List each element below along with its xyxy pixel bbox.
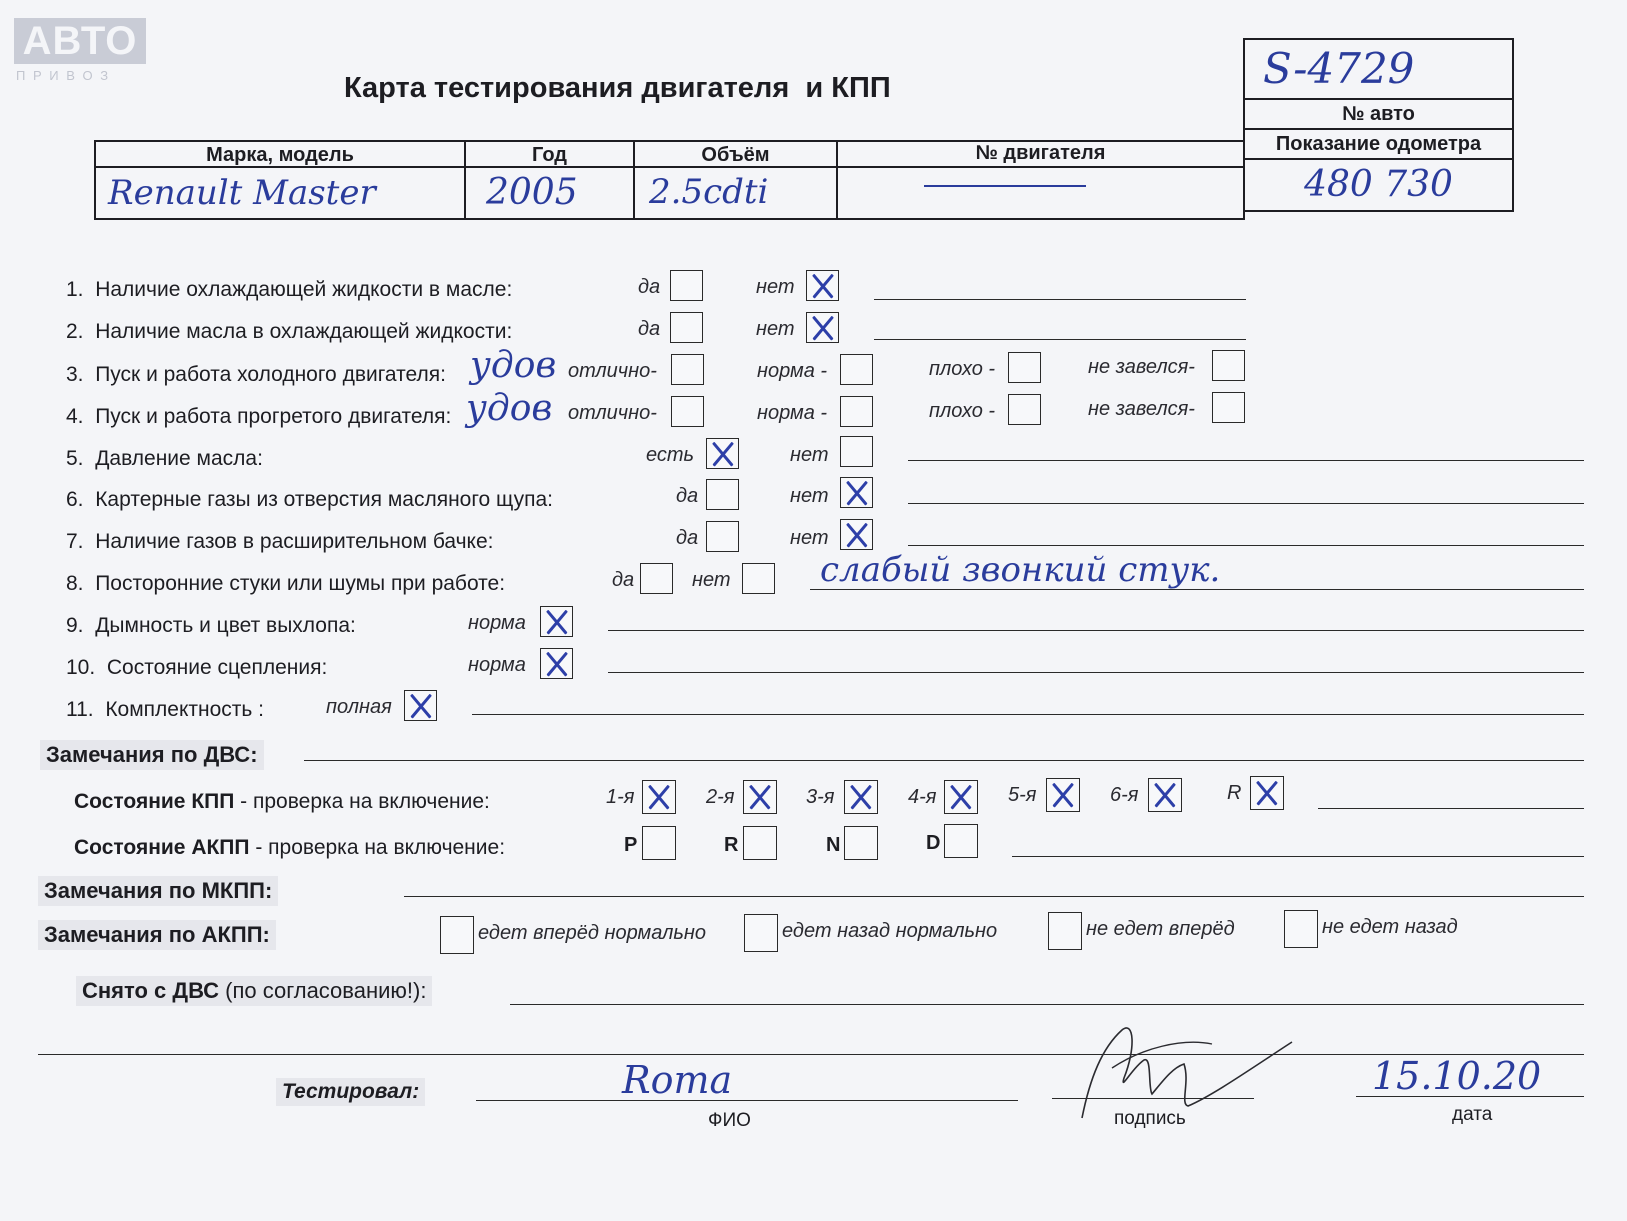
- row-number: 9.: [66, 614, 84, 637]
- row-11: [66, 698, 264, 722]
- row-3-not-started-checkbox[interactable]: [1212, 350, 1245, 381]
- gear-r-checkbox[interactable]: [1250, 776, 1284, 810]
- row-6-no-checkbox[interactable]: [840, 477, 873, 508]
- row-2-note-line[interactable]: [874, 339, 1246, 340]
- akpp-option-label: не едет вперёд: [1086, 918, 1235, 940]
- gear-label: R: [1227, 782, 1242, 804]
- row-5-no-checkbox[interactable]: [840, 436, 873, 467]
- row-4: [66, 405, 451, 429]
- gear-label: 3-я: [806, 786, 835, 808]
- row-4-note: удов: [466, 388, 553, 429]
- option-label: плохо -: [929, 400, 996, 422]
- row-5-note-line[interactable]: [908, 460, 1584, 461]
- mode-d-checkbox[interactable]: [944, 824, 978, 858]
- forward-ok-checkbox[interactable]: [440, 916, 474, 954]
- test-date: 15.10.20: [1372, 1054, 1542, 1098]
- row-text: Посторонние стуки или шумы при работе:: [95, 572, 506, 595]
- row-number: 1.: [66, 278, 84, 301]
- odometer-cell: [1243, 158, 1514, 212]
- akpp-option-label: едет назад нормально: [782, 920, 998, 942]
- engine-dash: [924, 185, 1086, 187]
- row-3-normal-checkbox[interactable]: [840, 354, 873, 385]
- kpp-label-rest: - проверка на включение:: [234, 790, 490, 813]
- fio-label: ФИО: [708, 1110, 751, 1131]
- row-7: [66, 530, 494, 554]
- gear-1-checkbox[interactable]: [642, 780, 676, 814]
- row-9-note-line[interactable]: [608, 630, 1584, 631]
- row-number: 10.: [66, 656, 96, 679]
- tester-name: Roma: [622, 1058, 733, 1102]
- akpp-option-label: едет вперёд нормально: [478, 922, 707, 944]
- row-4-excellent-checkbox[interactable]: [671, 396, 704, 427]
- akpp-label: [74, 836, 505, 860]
- row-1-note-line[interactable]: [874, 299, 1246, 300]
- gear-4-checkbox[interactable]: [944, 780, 978, 814]
- row-number: 11.: [66, 698, 94, 721]
- remarks-akpp-label: Замечания по АКПП:: [38, 920, 276, 950]
- row-text: Наличие масла в охлаждающей жидкости:: [95, 320, 513, 343]
- row-3-bad-checkbox[interactable]: [1008, 352, 1041, 383]
- no-label: нет: [756, 276, 795, 298]
- row-9-normal-checkbox[interactable]: [540, 606, 573, 637]
- option-label: норма -: [757, 402, 828, 424]
- plate-label-cell: [1243, 98, 1514, 130]
- volume-value: 2.5cdti: [649, 172, 769, 212]
- gear-label: 4-я: [908, 786, 937, 808]
- row-text: Наличие охлаждающей жидкости в масле:: [95, 278, 513, 301]
- akpp-option-label: не едет назад: [1322, 916, 1458, 938]
- akpp-note-line[interactable]: [1012, 856, 1584, 857]
- mode-n-checkbox[interactable]: [844, 826, 878, 860]
- engine-header: [836, 140, 1245, 168]
- logo-sub: П Р И В О З: [16, 68, 111, 83]
- no-label: нет: [756, 318, 795, 340]
- row-8-note: слабый звонкий стук.: [820, 550, 1221, 590]
- row-4-bad-checkbox[interactable]: [1008, 394, 1041, 425]
- yes-label: есть: [646, 444, 695, 466]
- gear-2-checkbox[interactable]: [743, 780, 777, 814]
- no-label: нет: [790, 444, 829, 466]
- mode-p-checkbox[interactable]: [642, 826, 676, 860]
- gear-5-checkbox[interactable]: [1046, 778, 1080, 812]
- row-number: 2.: [66, 320, 84, 343]
- removed-label-bold: Снято с ДВС: [82, 978, 220, 1003]
- row-text: Пуск и работа прогретого двигателя:: [95, 405, 452, 428]
- removed-label: [76, 976, 432, 1006]
- row-8: [66, 572, 505, 596]
- row-1-no-checkbox[interactable]: [806, 270, 839, 301]
- mode-label: N: [826, 834, 841, 856]
- mode-label: D: [926, 832, 941, 854]
- plate-label: № авто: [1342, 103, 1415, 125]
- gear-label: 6-я: [1110, 784, 1139, 806]
- backward-ok-checkbox[interactable]: [744, 914, 778, 952]
- row-6-note-line[interactable]: [908, 503, 1584, 504]
- gear-6-checkbox[interactable]: [1148, 778, 1182, 812]
- engine-cell: [836, 166, 1245, 220]
- signature-scribble: [1072, 1008, 1302, 1128]
- row-9: [66, 614, 356, 638]
- no-label: нет: [692, 569, 731, 591]
- row-text: Дымность и цвет выхлопа:: [95, 614, 356, 637]
- yes-label: да: [676, 485, 699, 507]
- mode-label: P: [624, 834, 638, 856]
- plate-box: [1243, 38, 1514, 100]
- row-number: 6.: [66, 488, 84, 511]
- model-value: Renault Master: [108, 173, 376, 213]
- volume-header-label: Объём: [701, 144, 770, 166]
- row-text: Комплектность :: [105, 698, 265, 721]
- row-5: [66, 447, 263, 471]
- row-4-not-started-checkbox[interactable]: [1212, 392, 1245, 423]
- row-number: 5.: [66, 447, 84, 470]
- year-value: 2005: [486, 172, 578, 213]
- remarks-mkpp-line[interactable]: [404, 896, 1584, 897]
- option-label: полная: [326, 696, 392, 718]
- no-backward-checkbox[interactable]: [1284, 910, 1318, 948]
- yes-label: да: [612, 569, 635, 591]
- row-2-no-checkbox[interactable]: [806, 312, 839, 343]
- option-label: плохо -: [929, 358, 996, 380]
- removed-line[interactable]: [510, 1004, 1584, 1005]
- row-2-yes-checkbox[interactable]: [670, 312, 703, 343]
- option-label: норма -: [757, 360, 828, 382]
- row-3: [66, 363, 446, 387]
- odometer-value: 480 730: [1304, 164, 1453, 205]
- row-5-yes-checkbox[interactable]: [706, 438, 739, 469]
- row-1-yes-checkbox[interactable]: [670, 270, 703, 301]
- model-cell: [94, 166, 466, 220]
- row-6: [66, 488, 553, 512]
- no-label: нет: [790, 527, 829, 549]
- option-label: норма: [468, 612, 526, 634]
- page-title: Карта тестирования двигателя и КПП: [344, 72, 891, 104]
- no-forward-checkbox[interactable]: [1048, 912, 1082, 950]
- akpp-label-bold: Состояние АКПП: [74, 836, 250, 859]
- option-label: отлично-: [568, 360, 657, 382]
- remarks-dvs-label: Замечания по ДВС:: [40, 740, 264, 770]
- row-8-no-checkbox[interactable]: [742, 563, 775, 594]
- gear-label: 2-я: [706, 786, 735, 808]
- akpp-label-rest: - проверка на включение:: [249, 836, 506, 859]
- row-11-note-line[interactable]: [472, 714, 1584, 715]
- year-header-label: Год: [532, 144, 567, 166]
- row-7-yes-checkbox[interactable]: [706, 521, 739, 552]
- row-7-no-checkbox[interactable]: [840, 519, 873, 550]
- row-6-yes-checkbox[interactable]: [706, 479, 739, 510]
- option-label: отлично-: [568, 402, 657, 424]
- row-3-note: удов: [470, 345, 557, 386]
- row-3-excellent-checkbox[interactable]: [671, 354, 704, 385]
- remarks-mkpp-label: Замечания по МКПП:: [38, 876, 278, 906]
- row-text: Состояние сцепления:: [106, 656, 328, 679]
- engine-header-label: № двигателя: [975, 142, 1106, 164]
- mode-r-checkbox[interactable]: [743, 826, 777, 860]
- removed-label-rest: (по согласованию!):: [219, 978, 427, 1003]
- plate-number: S-4729: [1263, 44, 1415, 93]
- model-header: [94, 140, 466, 168]
- year-header: [464, 140, 635, 168]
- row-text: Картерные газы из отверстия масляного щупа:: [95, 488, 553, 511]
- row-2: [66, 320, 512, 344]
- signature-label: подпись: [1114, 1108, 1186, 1129]
- row-8-yes-checkbox[interactable]: [640, 563, 673, 594]
- row-10-normal-checkbox[interactable]: [540, 648, 573, 679]
- row-text: Давление масла:: [95, 447, 263, 470]
- option-label: не завелся-: [1088, 398, 1195, 420]
- row-number: 8.: [66, 572, 84, 595]
- remarks-dvs-line[interactable]: [304, 760, 1584, 761]
- odometer-label: Показание одометра: [1275, 133, 1482, 155]
- no-label: нет: [790, 485, 829, 507]
- volume-cell: [633, 166, 838, 220]
- date-label: дата: [1452, 1104, 1493, 1125]
- yes-label: да: [638, 318, 661, 340]
- year-cell: [464, 166, 635, 220]
- row-text: Наличие газов в расширительном бачке:: [95, 530, 494, 553]
- gear-label: 5-я: [1008, 784, 1037, 806]
- row-11-full-checkbox[interactable]: [404, 690, 437, 721]
- gear-label: 1-я: [606, 786, 635, 808]
- yes-label: да: [638, 276, 661, 298]
- logo: [14, 18, 150, 88]
- row-4-normal-checkbox[interactable]: [840, 396, 873, 427]
- row-number: 4.: [66, 405, 84, 428]
- odometer-label-cell: [1243, 128, 1514, 160]
- volume-header: [633, 140, 838, 168]
- model-header-label: Марка, модель: [206, 144, 354, 166]
- mode-label: R: [724, 834, 739, 856]
- kpp-note-line[interactable]: [1318, 808, 1584, 809]
- row-10-note-line[interactable]: [608, 672, 1584, 673]
- gear-3-checkbox[interactable]: [844, 780, 878, 814]
- yes-label: да: [676, 527, 699, 549]
- option-label: не завелся-: [1088, 356, 1195, 378]
- tested-label: Тестировал:: [276, 1078, 425, 1106]
- fio-line[interactable]: [476, 1100, 1018, 1101]
- kpp-label: [74, 790, 490, 814]
- row-10: [66, 656, 327, 680]
- row-number: 3.: [66, 363, 84, 386]
- option-label: норма: [468, 654, 526, 676]
- row-1: [66, 278, 512, 302]
- row-text: Пуск и работа холодного двигателя:: [95, 363, 446, 386]
- removed-line-2[interactable]: [38, 1054, 1584, 1055]
- row-number: 7.: [66, 530, 84, 553]
- logo-main: АВТО: [14, 18, 146, 64]
- kpp-label-bold: Состояние КПП: [74, 790, 235, 813]
- row-7-note-line[interactable]: [908, 545, 1584, 546]
